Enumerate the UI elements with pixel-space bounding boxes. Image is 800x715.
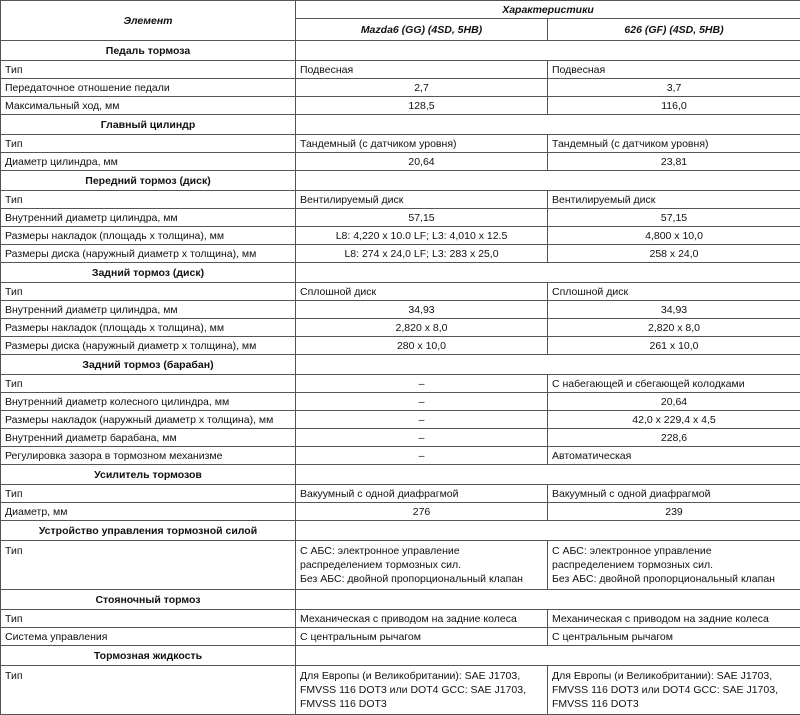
626-value: 57,15 <box>548 209 800 227</box>
row-label: Тип <box>1 191 296 209</box>
section-header-row <box>1 646 800 666</box>
table-row <box>1 393 800 411</box>
626-value: Механическая с приводом на задние колеса <box>548 610 800 628</box>
mazda6-value: Механическая с приводом на задние колеса <box>296 610 548 628</box>
mazda6-value: L8: 274 x 24,0 LF; L3: 283 x 25,0 <box>296 245 548 263</box>
characteristics-header: Характеристики <box>296 1 800 19</box>
mazda6-value: Подвесная <box>296 61 548 79</box>
table-row <box>1 191 800 209</box>
626-value: Автоматическая <box>548 447 800 465</box>
mazda6-value: – <box>296 429 548 447</box>
626-value: Вентилируемый диск <box>548 191 800 209</box>
mazda6-value: L8: 4,220 x 10.0 LF; L3: 4,010 x 12.5 <box>296 227 548 245</box>
626-value: 261 x 10,0 <box>548 337 800 355</box>
table-row <box>1 610 800 628</box>
row-label: Внутренний диаметр барабана, мм <box>1 429 296 447</box>
626-value: С набегающей и сбегающей колодками <box>548 375 800 393</box>
section-header-row <box>1 41 800 61</box>
row-label: Диаметр, мм <box>1 503 296 521</box>
626-value: 258 x 24,0 <box>548 245 800 263</box>
table-row <box>1 541 800 590</box>
mazda6-value: Сплошной диск <box>296 283 548 301</box>
element-header: Элемент <box>1 1 296 41</box>
626-column-header: 626 (GF) (4SD, 5HB) <box>548 19 800 41</box>
mazda6-value: С АБС: электронное управление распределением тормозных сил. Без АБС: двойной пропорциональный клапан <box>296 541 548 590</box>
section-spacer <box>296 263 800 283</box>
626-value: С АБС: электронное управление распределением тормозных сил. Без АБС: двойной пропорциональный клапан <box>548 541 800 590</box>
626-value: Сплошной диск <box>548 283 800 301</box>
row-label: Размеры диска (наружный диаметр х толщина), мм <box>1 245 296 263</box>
section-title: Стояночный тормоз <box>1 590 296 610</box>
section-spacer <box>296 171 800 191</box>
table-row <box>1 485 800 503</box>
section-header-row <box>1 590 800 610</box>
table-row <box>1 503 800 521</box>
row-label: Система управления <box>1 628 296 646</box>
mazda6-value: С центральным рычагом <box>296 628 548 646</box>
mazda6-value: 2,820 x 8,0 <box>296 319 548 337</box>
row-label: Максимальный ход, мм <box>1 97 296 115</box>
626-value: 34,93 <box>548 301 800 319</box>
table-row <box>1 227 800 245</box>
section-title: Педаль тормоза <box>1 41 296 61</box>
mazda6-value: 128,5 <box>296 97 548 115</box>
mazda6-value: 34,93 <box>296 301 548 319</box>
table-row <box>1 447 800 465</box>
table-row <box>1 337 800 355</box>
626-value: 20,64 <box>548 393 800 411</box>
mazda6-value: Вентилируемый диск <box>296 191 548 209</box>
626-value: 228,6 <box>548 429 800 447</box>
table-row <box>1 375 800 393</box>
section-title: Усилитель тормозов <box>1 465 296 485</box>
section-title: Главный цилиндр <box>1 115 296 135</box>
row-label: Внутренний диаметр цилиндра, мм <box>1 301 296 319</box>
626-value: Подвесная <box>548 61 800 79</box>
626-value: Для Европы (и Великобритании): SAE J1703, FMVSS 116 DOT3 или DOT4 GCC: SAE J1703, FMVSS 116 DOT3 <box>548 666 800 715</box>
row-label: Тип <box>1 283 296 301</box>
mazda6-value: – <box>296 375 548 393</box>
mazda6-value: – <box>296 447 548 465</box>
section-spacer <box>296 355 800 375</box>
row-label: Размеры диска (наружный диаметр х толщина), мм <box>1 337 296 355</box>
table-row <box>1 429 800 447</box>
section-title: Передний тормоз (диск) <box>1 171 296 191</box>
section-header-row <box>1 465 800 485</box>
row-label: Регулировка зазора в тормозном механизме <box>1 447 296 465</box>
row-label: Тип <box>1 135 296 153</box>
section-header-row <box>1 521 800 541</box>
table-row <box>1 61 800 79</box>
626-value: 3,7 <box>548 79 800 97</box>
mazda6-value: 57,15 <box>296 209 548 227</box>
row-label: Размеры накладок (площадь х толщина), мм <box>1 319 296 337</box>
section-title: Задний тормоз (барабан) <box>1 355 296 375</box>
row-label: Размеры накладок (наружный диаметр х толщина), мм <box>1 411 296 429</box>
mazda6-value: – <box>296 411 548 429</box>
row-label: Передаточное отношение педали <box>1 79 296 97</box>
table-row <box>1 628 800 646</box>
section-header-row <box>1 355 800 375</box>
626-value: С центральным рычагом <box>548 628 800 646</box>
section-header-row <box>1 263 800 283</box>
626-value: 116,0 <box>548 97 800 115</box>
table-row <box>1 135 800 153</box>
section-spacer <box>296 521 800 541</box>
table-row <box>1 666 800 715</box>
mazda6-value: 280 x 10,0 <box>296 337 548 355</box>
table-row <box>1 79 800 97</box>
section-header-row <box>1 115 800 135</box>
row-label: Тип <box>1 485 296 503</box>
section-title: Тормозная жидкость <box>1 646 296 666</box>
626-value: 4,800 x 10,0 <box>548 227 800 245</box>
626-value: Тандемный (с датчиком уровня) <box>548 135 800 153</box>
section-spacer <box>296 465 800 485</box>
table-row <box>1 97 800 115</box>
table-row <box>1 283 800 301</box>
mazda6-value: 20,64 <box>296 153 548 171</box>
section-header-row <box>1 171 800 191</box>
table-row <box>1 319 800 337</box>
mazda6-value: Тандемный (с датчиком уровня) <box>296 135 548 153</box>
mazda6-value: Для Европы (и Великобритании): SAE J1703, FMVSS 116 DOT3 или DOT4 GCC: SAE J1703, FMVSS 116 DOT3 <box>296 666 548 715</box>
626-value: Вакуумный с одной диафрагмой <box>548 485 800 503</box>
row-label: Внутренний диаметр колесного цилиндра, мм <box>1 393 296 411</box>
row-label: Тип <box>1 61 296 79</box>
row-label: Тип <box>1 541 296 590</box>
mazda6-column-header: Mazda6 (GG) (4SD, 5HB) <box>296 19 548 41</box>
626-value: 42,0 x 229,4 x 4,5 <box>548 411 800 429</box>
section-spacer <box>296 590 800 610</box>
section-title: Задний тормоз (диск) <box>1 263 296 283</box>
626-value: 2,820 x 8,0 <box>548 319 800 337</box>
table-row <box>1 411 800 429</box>
row-label: Размеры накладок (площадь х толщина), мм <box>1 227 296 245</box>
section-spacer <box>296 646 800 666</box>
626-value: 239 <box>548 503 800 521</box>
mazda6-value: 2,7 <box>296 79 548 97</box>
row-label: Тип <box>1 666 296 715</box>
mazda6-value: Вакуумный с одной диафрагмой <box>296 485 548 503</box>
mazda6-value: 276 <box>296 503 548 521</box>
row-label: Тип <box>1 610 296 628</box>
row-label: Внутренний диаметр цилиндра, мм <box>1 209 296 227</box>
626-value: 23,81 <box>548 153 800 171</box>
table-row <box>1 301 800 319</box>
section-spacer <box>296 115 800 135</box>
table-row <box>1 209 800 227</box>
row-label: Диаметр цилиндра, мм <box>1 153 296 171</box>
table-row <box>1 245 800 263</box>
section-title: Устройство управления тормозной силой <box>1 521 296 541</box>
table-row <box>1 153 800 171</box>
mazda6-value: – <box>296 393 548 411</box>
section-spacer <box>296 41 800 61</box>
row-label: Тип <box>1 375 296 393</box>
spec-body <box>1 41 800 715</box>
